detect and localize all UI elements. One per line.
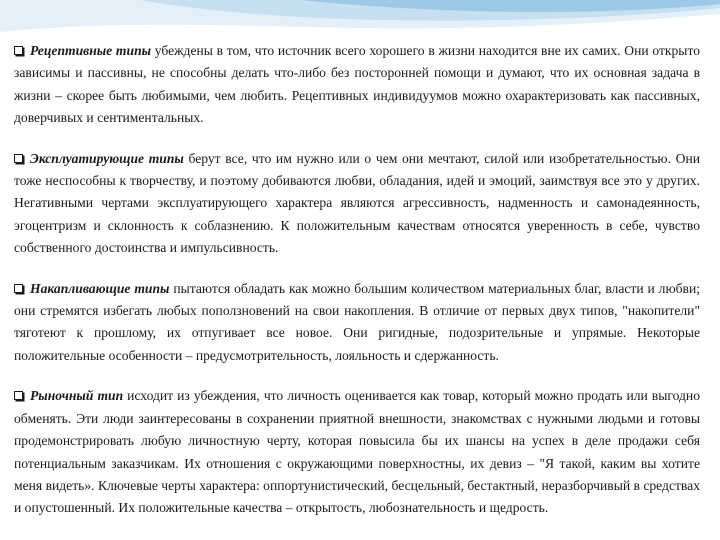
text-content [14,40,700,538]
term-exploiting: Эксплуатирующие типы [30,150,184,166]
checkbox-bullet-icon [14,154,23,163]
checkbox-bullet-icon [14,46,23,55]
term-receptive: Рецептивные типы [30,43,152,58]
paragraph-marketing [14,385,700,519]
checkbox-bullet-icon [14,391,23,400]
paragraph-text: убеждены в том, что источник всего хорошего в жизни находится вне их самих. Они открыто зависимы и пассивны, не способны делать что-либо без посторонней помощи и думают, что их основная задача в жизни – скорее быть любимыми, чем любить. Рецептивных индивидуумов можно охарактеризовать как пассивных, доверчивых и сентиментальных. [14,43,700,126]
paragraph-text: берут все, что им нужно или о чем они мечтают, силой или изобретательностью. Они тоже неспособны к творчеству, и поэтому добиваются любви, обладания, идей и эмоций, заимствуя все это у других. Негативными чертами эксплуатирующего характера являются агрессивность, надменность и самонадеянность, эгоцентризм и склонность к соблазнению. К положительным качествам относятся уверенность в себе, чувство собственного достоинства и импульсивность. [14,150,700,256]
paragraph-receptive [14,40,700,130]
term-hoarding: Накапливающие типы [30,280,170,296]
paragraph-text: исходит из убеждения, что личность оценивается как товар, который можно продать или выгодно обменять. Эти люди заинтересованы в сохранении приятной внешности, знакомствах с нужными людьми и готовы продемонстрировать любую личностную черту, которая повысила бы их шансы на успех в деле продажи себя потенциальным заказчикам. Их отношения с окружающими поверхностны, их девиз – "Я такой, каким вы хотите меня видеть». Ключевые черты характера: оппортунистический, бесцельный, бестактный, неразборчивый в средствах и опустошенный. Их положительные качества – открытость, любознательность и щедрость. [14,388,700,516]
checkbox-bullet-icon [14,284,23,293]
term-marketing: Рыночный тип [30,388,124,404]
paragraph-exploiting [14,148,700,260]
paragraph-hoarding [14,278,700,368]
paragraph-text: пытаются обладать как можно большим количеством материальных благ, власти и любви; они стремятся избегать любых поползновений на свои накопления. В отличие от первых двух типов, "накопители" тяготеют к прошлому, их отпугивает все новое. Они ригидные, подозрительные и упрямые. Некоторые положительные особенности – предусмотрительность, лояльность и сдержанность. [14,280,700,363]
